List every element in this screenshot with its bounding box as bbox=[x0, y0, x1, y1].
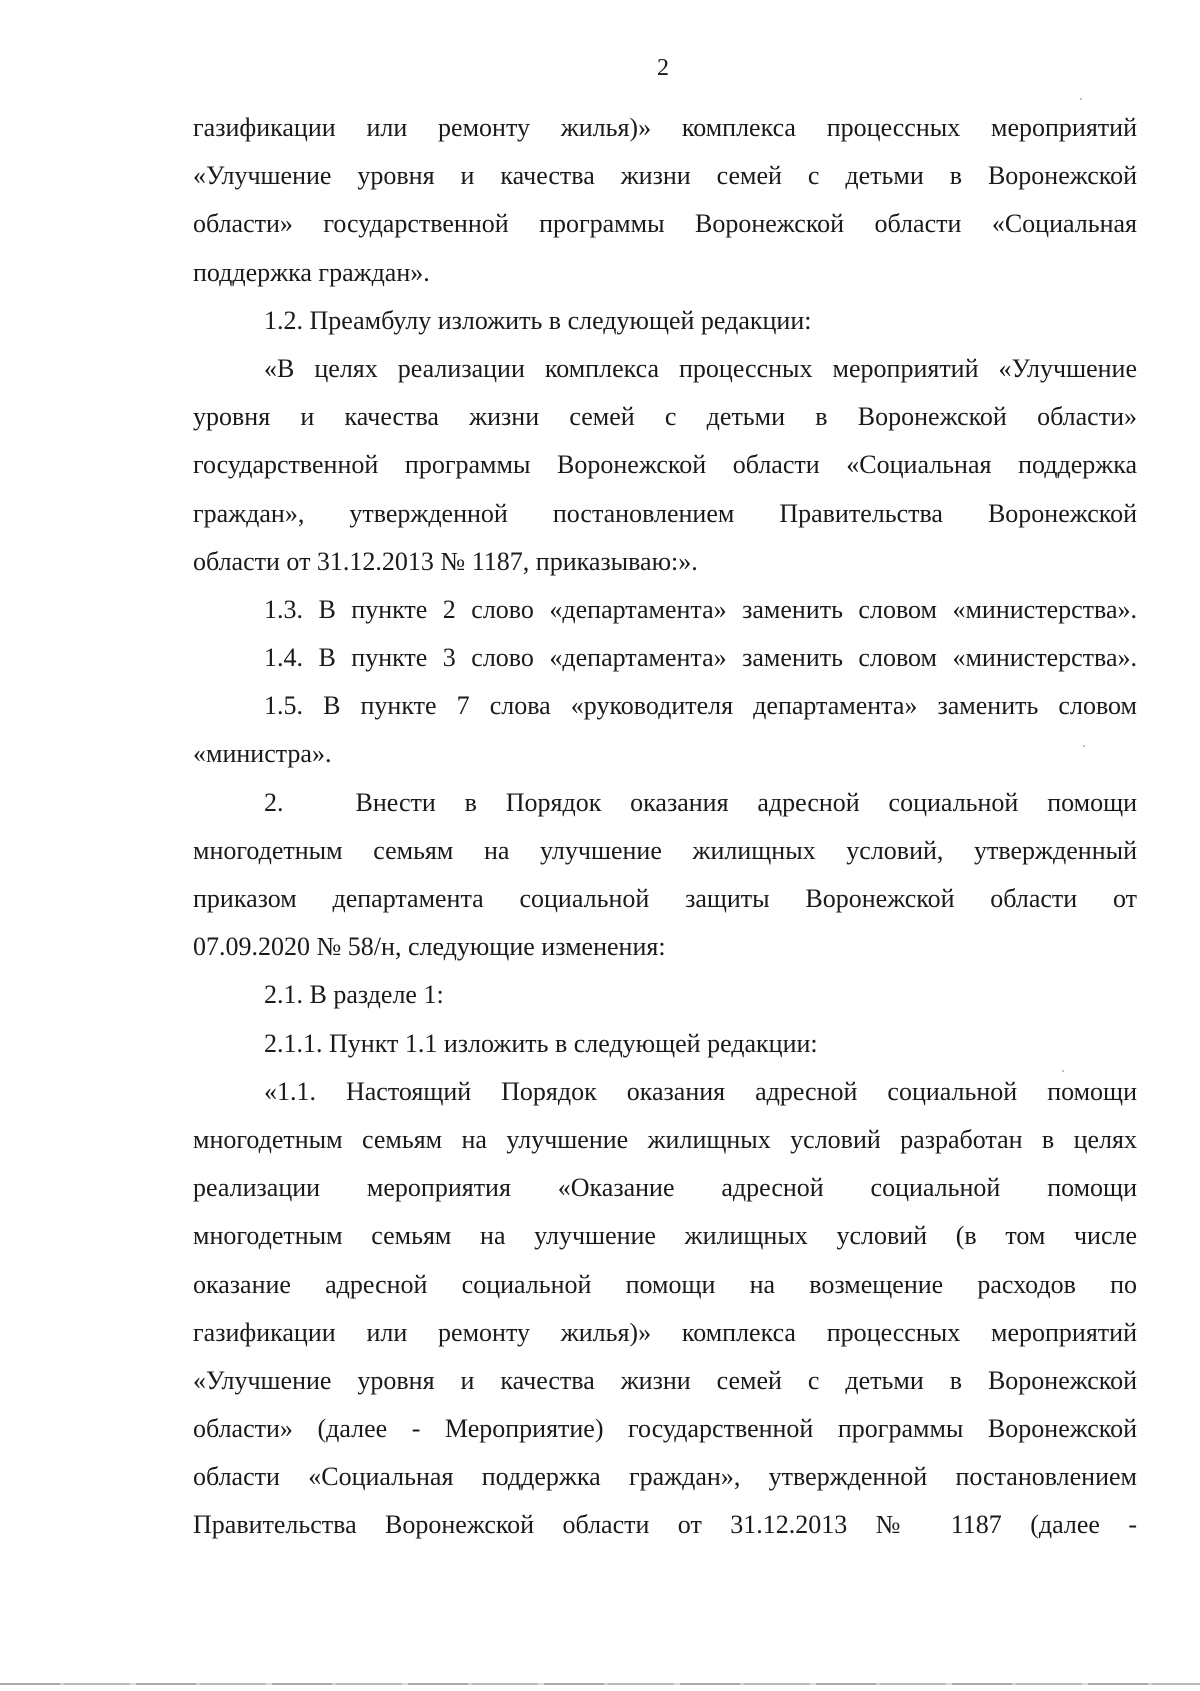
text-line: многодетным семьям на улучшение жилищных условий, утвержденный bbox=[193, 835, 1137, 865]
text-line: газификации или ремонту жилья)» комплекса процессных мероприятий bbox=[193, 1317, 1137, 1347]
text-line: «Улучшение уровня и качества жизни семей с детьми в Воронежской bbox=[193, 1365, 1137, 1395]
text-line: области «Социальная поддержка граждан», утвержденной постановлением bbox=[193, 1462, 1137, 1492]
text-line: поддержка граждан». bbox=[193, 257, 430, 287]
text-line: 1.3. В пункте 2 слово «департамента» заменить словом «министерства». bbox=[264, 594, 1137, 624]
text-line: 1.4. В пункте 3 слово «департамента» заменить словом «министерства». bbox=[264, 643, 1137, 673]
scan-bottom-edge bbox=[0, 1683, 1200, 1685]
text-line: 2.1.1. Пункт 1.1 изложить в следующей редакции: bbox=[264, 1028, 818, 1058]
text-line: Правительства Воронежской области от 31.12.2013 № 1187 (далее - bbox=[193, 1510, 1137, 1540]
text-line: «министра». bbox=[193, 739, 332, 769]
text-line: «Улучшение уровня и качества жизни семей с детьми в Воронежской bbox=[193, 161, 1137, 191]
scan-speck bbox=[1083, 745, 1085, 747]
text-line: газификации или ремонту жилья)» комплекса процессных мероприятий bbox=[193, 113, 1137, 142]
text-line: оказание адресной социальной помощи на возмещение расходов по bbox=[193, 1269, 1137, 1299]
text-line: 1.2. Преамбулу изложить в следующей редакции: bbox=[264, 305, 812, 335]
text-line: граждан», утвержденной постановлением Правительства Воронежской bbox=[193, 498, 1137, 528]
scan-speck bbox=[1062, 1070, 1064, 1072]
text-line: «В целях реализации комплекса процессных мероприятий «Улучшение bbox=[264, 353, 1137, 383]
page-number: 2 bbox=[657, 55, 669, 81]
text-line: области» (далее - Мероприятие) государственной программы Воронежской bbox=[193, 1414, 1137, 1444]
text-line: приказом департамента социальной защиты Воронежской области от bbox=[193, 884, 1137, 913]
text-line: «1.1. Настоящий Порядок оказания адресной социальной помощи bbox=[264, 1076, 1137, 1106]
text-line: 1.5. В пункте 7 слова «руководителя департамента» заменить словом bbox=[264, 691, 1137, 721]
text-line: уровня и качества жизни семей с детьми в Воронежской области» bbox=[193, 402, 1137, 432]
item-number: 2. bbox=[264, 787, 284, 817]
text-line: государственной программы Воронежской области «Социальная поддержка bbox=[193, 450, 1137, 480]
text-line: области от 31.12.2013 № 1187, приказываю:». bbox=[193, 546, 698, 576]
text-line: области» государственной программы Воронежской области «Социальная bbox=[193, 209, 1137, 239]
text-line: реализации мероприятия «Оказание адресной социальной помощи bbox=[193, 1173, 1137, 1203]
document-body bbox=[193, 104, 1137, 1550]
text-line: 07.09.2020 № 58/н, следующие изменения: bbox=[193, 932, 666, 962]
item-text: Внести в Порядок оказания адресной социальной помощи bbox=[355, 787, 1137, 817]
text-line: 2.1. В разделе 1: bbox=[264, 980, 444, 1010]
scan-speck bbox=[1080, 98, 1082, 100]
text-line: многодетным семьям на улучшение жилищных условий разработан в целях bbox=[193, 1124, 1137, 1154]
text-line-numbered bbox=[193, 779, 1137, 827]
text-line: многодетным семьям на улучшение жилищных условий (в том числе bbox=[193, 1221, 1137, 1251]
